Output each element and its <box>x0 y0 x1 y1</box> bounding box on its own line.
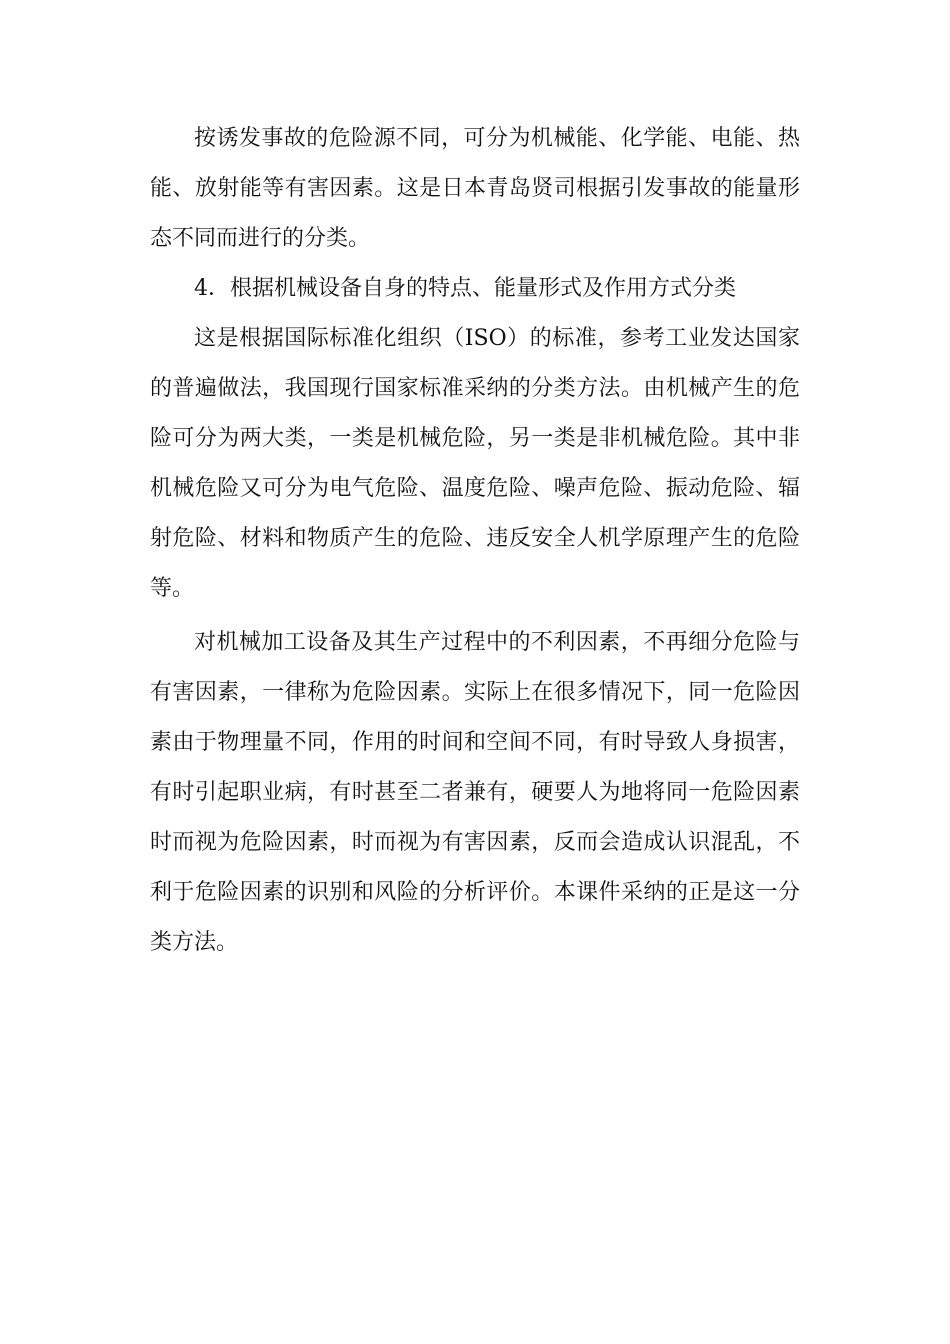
paragraph-iso-classification: 这是根据国际标准化组织（ISO）的标准，参考工业发达国家的普遍做法，我国现行国家标准采纳的分类方法。由机械产生的危险可分为两大类，一类是机械危险，另一类是非机械危险。其中非机械危险又可分为电气危险、温度危险、噪声危险、振动危险、辐射危险、材料和物质产生的危险、违反安全人机学原理产生的危险等。 <box>150 326 800 601</box>
document-body <box>150 114 800 968</box>
paragraph-energy-classification: 按诱发事故的危险源不同，可分为机械能、化学能、电能、热能、放射能等有害因素。这是日本青岛贤司根据引发事故的能量形态不同而进行的分类。 <box>150 126 800 251</box>
section-heading-4: 4．根据机械设备自身的特点、能量形式及作用方式分类 <box>194 276 736 301</box>
paragraph-hazard-factors: 对机械加工设备及其生产过程中的不利因素，不再细分危险与有害因素，一律称为危险因素。实际上在很多情况下，同一危险因素由于物理量不同，作用的时间和空间不同，有时导致人身损害，有时引起职业病，有时甚至二者兼有，硬要人为地将同一危险因素时而视为危险因素，时而视为有害因素，反而会造成认识混乱，不利于危险因素的识别和风险的分析评价。本课件采纳的正是这一分类方法。 <box>150 630 800 955</box>
